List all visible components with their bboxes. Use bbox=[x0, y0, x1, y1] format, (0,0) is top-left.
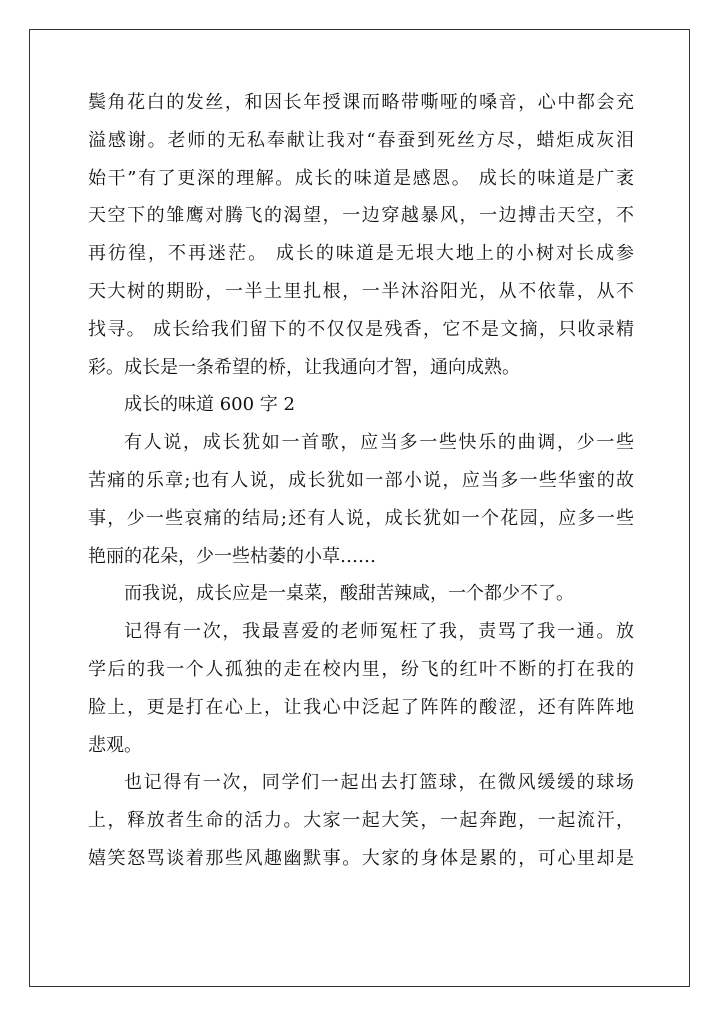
text-line: 上，释放者生命的活力。大家一起大笑，一起奔跑，一起流汗， bbox=[88, 810, 634, 832]
section-heading: 成长的味道 600 字 2 bbox=[124, 394, 295, 416]
text-line: 天空下的雏鹰对腾飞的渴望，一边穿越暴风，一边搏击天空，不 bbox=[88, 205, 634, 227]
text-line: 嬉笑怒骂谈着那些风趣幽默事。大家的身体是累的，可心里却是 bbox=[88, 847, 634, 869]
text-line: 记得有一次，我最喜爱的老师冤枉了我，责骂了我一通。放 bbox=[124, 621, 634, 643]
text-line: 有人说，成长犹如一首歌，应当多一些快乐的曲调，少一些 bbox=[124, 432, 634, 454]
document-body bbox=[88, 84, 634, 878]
text-line: 学后的我一个人孤独的走在校内里，纷飞的红叶不断的打在我的 bbox=[88, 658, 634, 680]
text-line: 溢感谢。老师的无私奉献让我对“春蚕到死丝方尽，蜡炬成灰泪 bbox=[88, 129, 634, 151]
text-line: 再彷徨，不再迷茫。 成长的味道是无垠大地上的小树对长成参 bbox=[88, 243, 634, 265]
text-line: 也记得有一次，同学们一起出去打篮球，在微风缓缓的球场 bbox=[124, 772, 634, 794]
text-line: 艳丽的花朵，少一些枯萎的小草…… bbox=[88, 545, 376, 567]
text-line: 始干”有了更深的理解。成长的味道是感恩。 成长的味道是广袤 bbox=[88, 167, 634, 189]
text-line: 而我说，成长应是一桌菜，酸甜苦辣咸，一个都少不了。 bbox=[124, 583, 574, 605]
text-line: 天大树的期盼，一半土里扎根，一半沐浴阳光，从不依靠，从不 bbox=[88, 280, 634, 302]
text-line: 苦痛的乐章;也有人说，成长犹如一部小说，应当多一些华蜜的故 bbox=[88, 469, 634, 491]
text-line: 事，少一些哀痛的结局;还有人说，成长犹如一个花园，应多一些 bbox=[88, 507, 634, 529]
text-line: 脸上，更是打在心上，让我心中泛起了阵阵的酸涩，还有阵阵地 bbox=[88, 696, 634, 718]
text-line: 找寻。 成长给我们留下的不仅仅是残香，它不是文摘，只收录精 bbox=[88, 318, 634, 340]
text-line: 悲观。 bbox=[88, 734, 142, 756]
text-line: 彩。成长是一条希望的桥，让我通向才智，通向成熟。 bbox=[88, 356, 520, 378]
text-line: 鬓角花白的发丝，和因长年授课而略带嘶哑的嗓音，心中都会充 bbox=[88, 92, 634, 113]
